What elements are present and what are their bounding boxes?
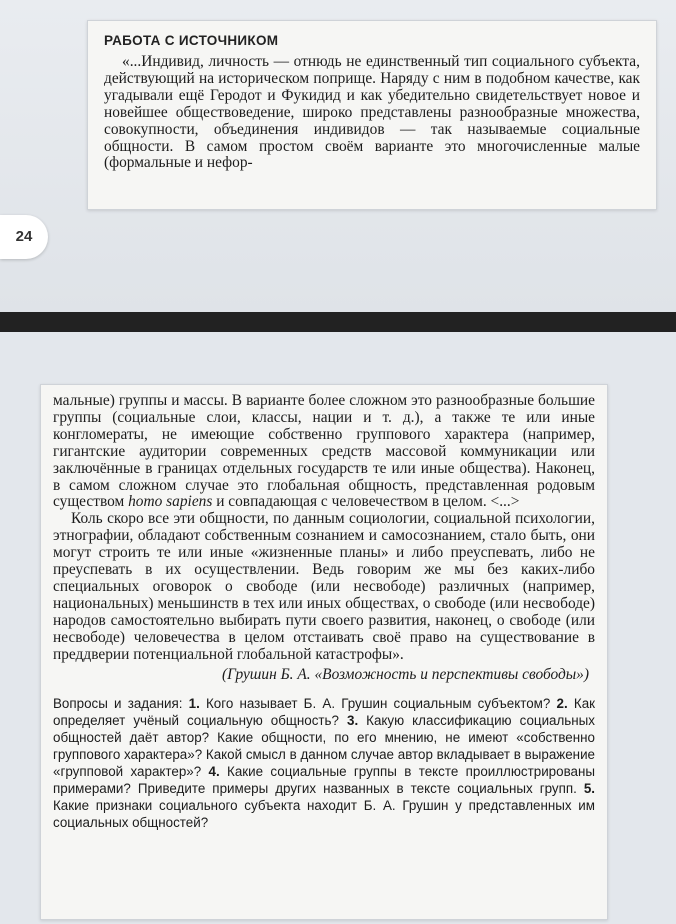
source-paragraph-top: «...Индивид, личность — отнюдь не единственный тип социального субъекта, действующий на историческом поприще. Наряду с ним в подобном качестве, как угадывали ещё Геродот и Фукидид и как убедительно свидетельствует новое и новейшее обществоведение, широко представлены разнообразные множества, совокупности, объединения индивидов — так называемые социальные общности. В самом простом своём варианте это многочисленные малые (формальные и нефор- (104, 53, 640, 172)
question-text: Какие социальные группы в тексте проиллюстрированы примерами? Приведите примеры других названных в тексте социальных групп. (53, 763, 595, 796)
page-number-badge: 24 (0, 215, 48, 259)
question-number: 5. (583, 780, 595, 796)
question-text: Какие признаки социального субъекта находит Б. А. Грушин у представленных им социальных общностей? (53, 797, 595, 830)
source-card-top (87, 20, 657, 210)
paragraph-text: и совпадающая с человечеством в целом. <...> (212, 493, 520, 511)
questions-block (53, 695, 595, 831)
source-paragraph-continued (53, 393, 595, 511)
latin-term: homo sapiens (128, 493, 213, 511)
question-number: 2. (556, 695, 568, 711)
source-paragraph-second: Коль скоро все эти общности, по данным социологии, социальной психологии, этнографии, обладают собственным сознанием и самосознанием, стало быть, они могут строить те или иные «жизненные планы» и либо преуспевать, либо не преуспевать в их осуществлении. Ведь говорим же мы без каких-либо специальных оговорок о свободе (или несвободе) различных (например, национальных) меньшинств в тех или иных обществах, о свободе (или несвободе) народов самостоятельно выбирать пути своего развития, наконец, о свободе (или несвободе) человечества в целом отстаивать своё право на существование в преддверии потенциальной глобальной катастрофы». (53, 510, 595, 663)
question-text: Как определяет учёный социальную общность? (53, 695, 596, 728)
page-divider (0, 312, 676, 332)
questions-intro: Вопросы и задания: (53, 695, 189, 711)
question-text: Кого называет Б. А. Грушин социальным субъектом? (199, 695, 557, 711)
question-number: 3. (347, 712, 359, 728)
source-card-bottom (40, 384, 608, 920)
source-citation: (Грушин Б. А. «Возможность и перспективы свободы») (222, 665, 589, 683)
question-number: 1. (188, 695, 200, 711)
paragraph-text: мальные) группы и массы. В варианте более сложном это разнообразные большие группы (социальные слои, классы, нации и т. д.), а также те или иные конгломераты, не имеющие собственно группового характера (например, гигантские аудитории современных средств массовой коммуникации или заключённые в границах отдельных государств те или иные общества). Наконец, в самом сложном случае это глобальная общность, представленная родовым существом (53, 392, 595, 511)
question-text: Какую классификацию социальных общностей даёт автор? Какие общности, по его мнению, не имеют «собственно группового характера»? Какой смысл в данном случае автор вкладывает в выражение «групповой характер»? (53, 712, 596, 779)
question-number: 4. (208, 763, 220, 779)
section-heading: РАБОТА С ИСТОЧНИКОМ (104, 33, 279, 48)
